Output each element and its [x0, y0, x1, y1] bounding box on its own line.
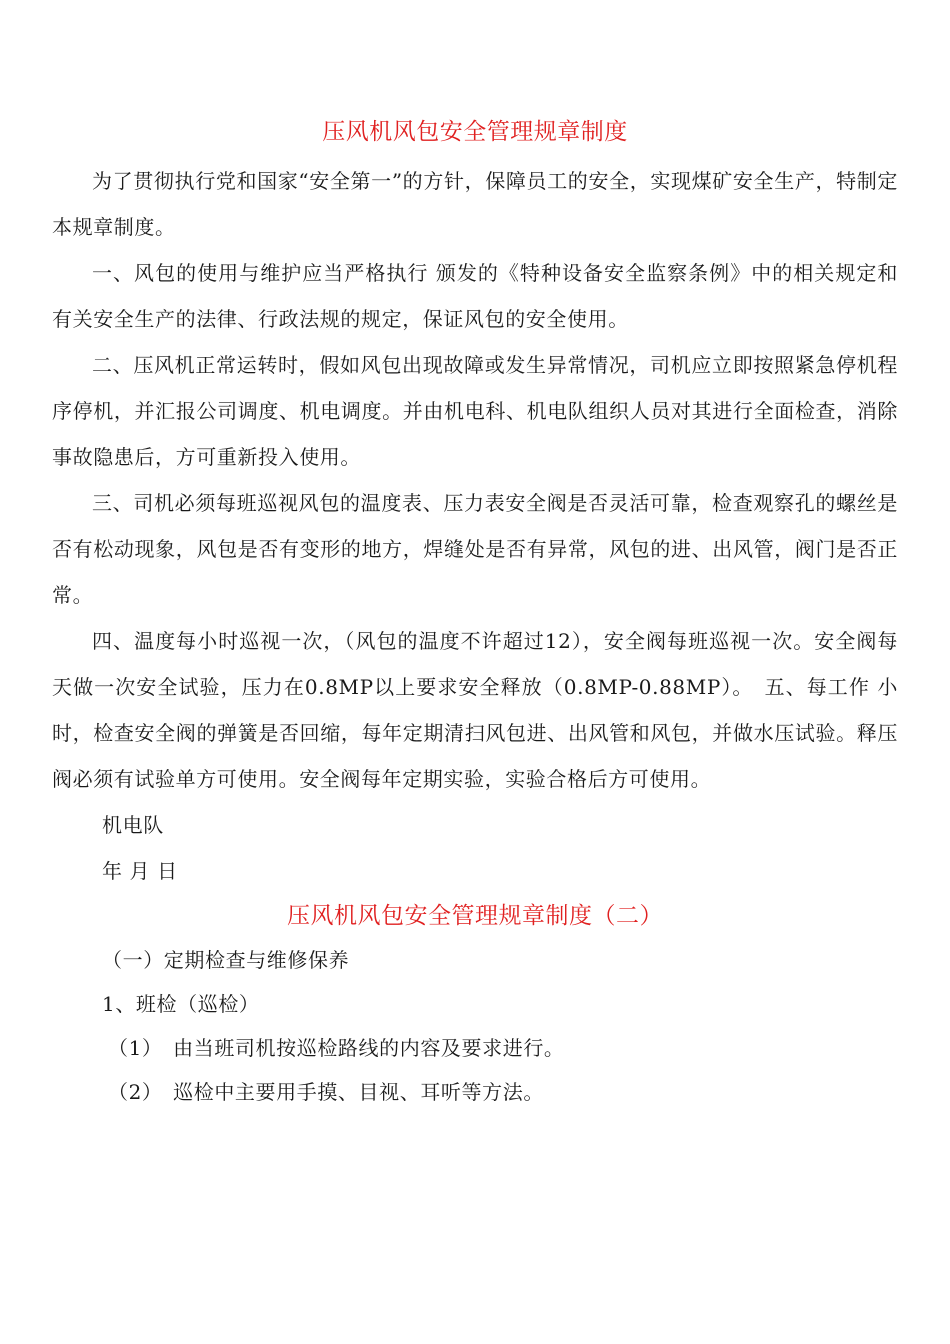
signature: 机电队: [102, 813, 164, 837]
rule-item-3: 三、司机必须每班巡视风包的温度表、压力表安全阀是否灵活可靠，检查观察孔的螺丝是否有松动现象，风包是否有变形的地方，焊缝处是否有异常，风包的进、出风管，阀门是否正常。: [52, 491, 898, 607]
date-line: 年 月 日: [102, 859, 178, 883]
intro-paragraph: 为了贯彻执行党和国家“安全第一”的方针，保障员工的安全，实现煤矿安全生产，特制定本规章制度。: [52, 169, 898, 239]
list-item: （2） 巡检中主要用手摸、目视、耳听等方法。: [108, 1080, 544, 1104]
document-title-2: 压风机风包安全管理规章制度（二）: [287, 903, 663, 929]
document-page: [52, 112, 898, 1114]
rule-item-4: 四、温度每小时巡视一次，（风包的温度不许超过12），安全阀每班巡视一次。安全阀每天做一次安全试验，压力在0.8MP以上要求安全释放（0.8MP-0.88MP）。 五、每工作 小时，检查安全阀的弹簧是否回缩，每年定期清扫风包进、出风管和风包，并做水压试验。释压阀必须有试验单方可使用。安全阀每年定期实验，实验合格后方可使用。: [52, 629, 898, 791]
rule-item-1: 一、风包的使用与维护应当严格执行 颁发的《特种设备安全监察条例》中的相关规定和有关安全生产的法律、行政法规的规定，保证风包的安全使用。: [52, 261, 898, 331]
subsection-heading: 1、班检（巡检）: [102, 992, 260, 1016]
list-item: （1） 由当班司机按巡检路线的内容及要求进行。: [108, 1036, 565, 1060]
document-title: 压风机风包安全管理规章制度: [322, 119, 628, 145]
rule-item-2: 二、压风机正常运转时，假如风包出现故障或发生异常情况，司机应立即按照紧急停机程序停机，并汇报公司调度、机电调度。并由机电科、机电队组织人员对其进行全面检查，消除事故隐患后，方可重新投入使用。: [52, 353, 898, 469]
section-heading: （一）定期检查与维修保养: [102, 948, 350, 972]
